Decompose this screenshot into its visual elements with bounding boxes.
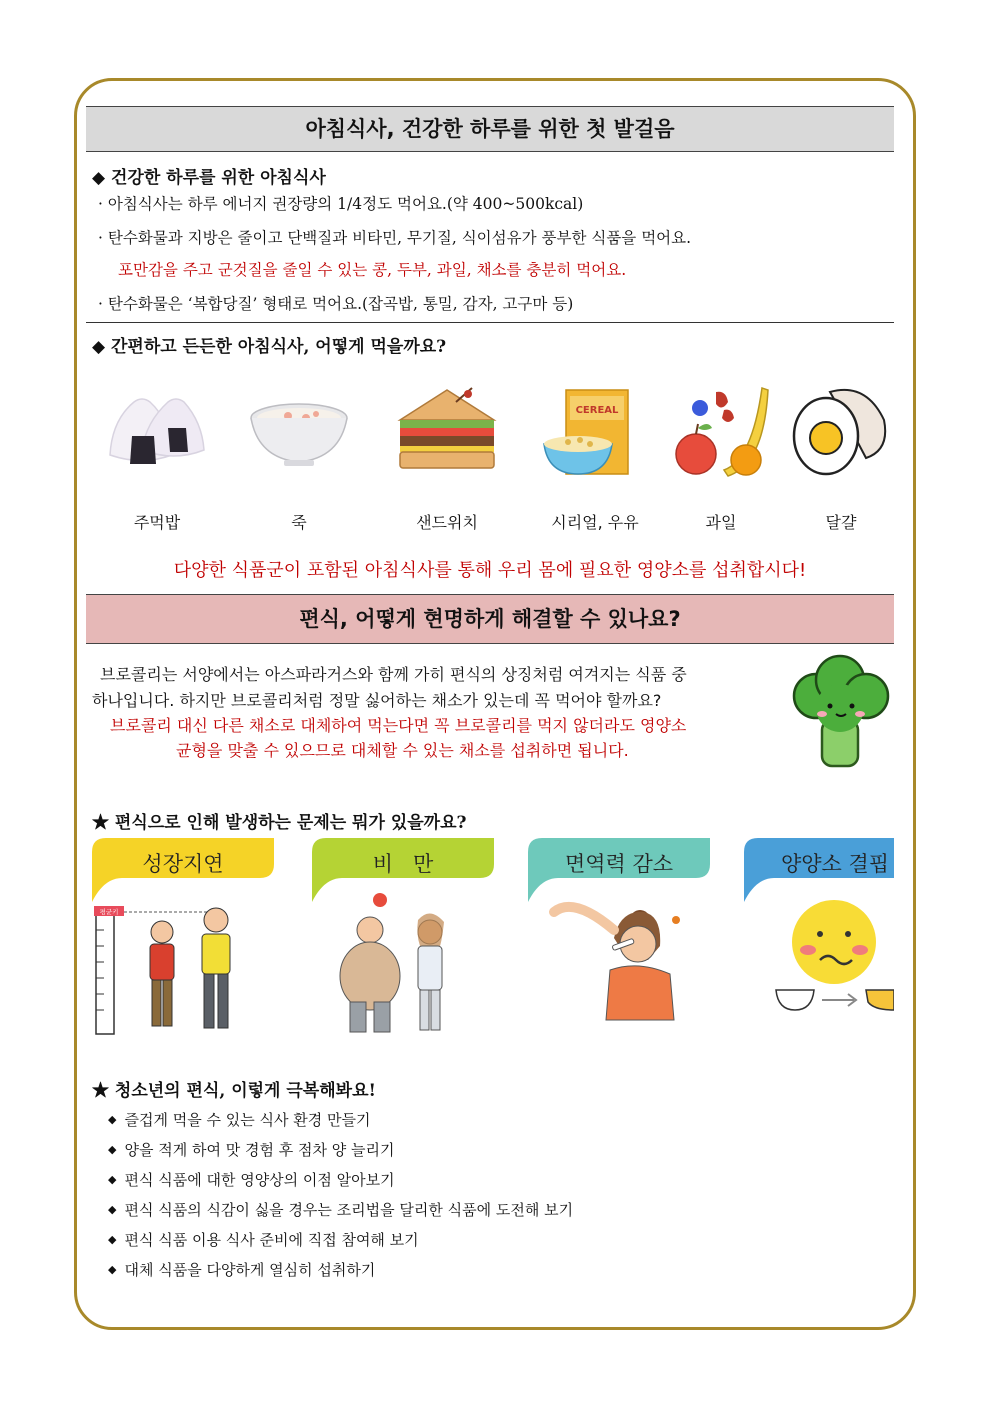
info-line-4: · 탄수화물은 ‘복합당질’ 형태로 먹어요.(잡곡밥, 통밀, 감자, 고구마 등): [98, 295, 574, 313]
info-line-1: · 아침식사는 하루 에너지 권장량의 1/4정도 먹어요.(약 400~500kcal): [98, 195, 584, 213]
info-line-3: 포만감을 주고 군것질을 줄일 수 있는 콩, 두부, 과일, 채소를 충분히 먹어요.: [118, 261, 627, 279]
immunity-decrease-illustration: [544, 890, 724, 1040]
nutrient-deficiency-illustration: [770, 890, 894, 1040]
fruit-image: [666, 380, 776, 480]
tip-item: ◆ 편식 식품 이용 식사 준비에 직접 참여해 보기: [108, 1231, 419, 1249]
tag-label: 양양소 결핍: [780, 852, 890, 876]
section2-title: 편식, 어떻게 현명하게 해결할 수 있나요?: [86, 594, 894, 644]
porridge-image: [244, 380, 354, 480]
tip-item: ◆ 편식 식품의 식감이 싫을 경우는 조리법을 달리한 식품에 도전해 보기: [108, 1201, 574, 1219]
cereal-milk-image: [540, 380, 650, 480]
tips-heading: ★ 청소년의 편식, 이렇게 극복해봐요!: [92, 1081, 376, 1101]
slogan: 다양한 식품군이 포함된 아침식사를 통해 우리 몸에 필요한 영양소를 섭취합시다!: [173, 560, 807, 581]
divider: [86, 322, 894, 323]
tag-label: 성장지연: [142, 852, 224, 876]
food-label-cereal: 시리얼, 우유: [551, 513, 639, 532]
cereal-box-text: CEREAL: [575, 405, 619, 416]
tip-item: ◆ 대체 식품을 다양하게 열심히 섭취하기: [108, 1261, 376, 1279]
food-label-sandwich: 샌드위치: [416, 513, 478, 532]
problems-heading: ★ 편식으로 인해 발생하는 문제는 뭐가 있을까요?: [92, 813, 467, 833]
section1-title: 아침식사, 건강한 하루를 위한 첫 발걸음: [86, 106, 894, 152]
info-line-2: · 탄수화물과 지방은 줄이고 단백질과 비타민, 무기질, 식이섬유가 풍부한 식품을 먹어요.: [98, 229, 692, 247]
food-label-egg: 달걀: [825, 513, 857, 532]
obesity-illustration: [320, 890, 500, 1040]
tip-item: ◆ 즐겁게 먹을 수 있는 식사 환경 만들기: [108, 1111, 371, 1129]
egg-image: [786, 380, 896, 480]
subheading-breakfast: ◆ 건강한 하루를 위한 아침식사: [92, 168, 326, 188]
food-label-rice-ball: 주먹밥: [133, 513, 181, 532]
tip-item: ◆ 양을 적게 하여 맛 경험 후 점차 양 늘리기: [108, 1141, 395, 1159]
paragraph-red-line-2: 균형을 맞출 수 있으므로 대체할 수 있는 채소를 섭취하면 됩니다.: [176, 741, 629, 760]
broccoli-image: [786, 650, 896, 770]
paragraph-line-1: 브로콜리는 서양에서는 아스파라거스와 함께 가히 편식의 상징처럼 여겨지는 식품 중: [100, 665, 687, 684]
sandwich-image: [392, 380, 502, 480]
subheading-how-to-eat: ◆ 간편하고 든든한 아침식사, 어떻게 먹을까요?: [92, 337, 447, 357]
growth-delay-illustration: [92, 890, 272, 1040]
tag-label: 면역력 감소: [564, 852, 674, 876]
food-label-fruit: 과일: [705, 513, 737, 532]
paragraph-line-2: 하나입니다. 하지만 브로콜리처럼 정말 싫어하는 채소가 있는데 꼭 먹어야 할까요?: [92, 691, 662, 710]
ruler-tag-text: 평균키: [99, 908, 119, 916]
tag-label: 비 만: [372, 852, 434, 876]
food-label-porridge: 죽: [291, 513, 307, 532]
paragraph-red-line-1: 브로콜리 대신 다른 채소로 대체하여 먹는다면 꼭 브로콜리를 먹지 않더라도 영양소: [110, 716, 687, 735]
tip-item: ◆ 편식 식품에 대한 영양상의 이점 알아보기: [108, 1171, 395, 1189]
rice-ball-image: [102, 380, 212, 480]
